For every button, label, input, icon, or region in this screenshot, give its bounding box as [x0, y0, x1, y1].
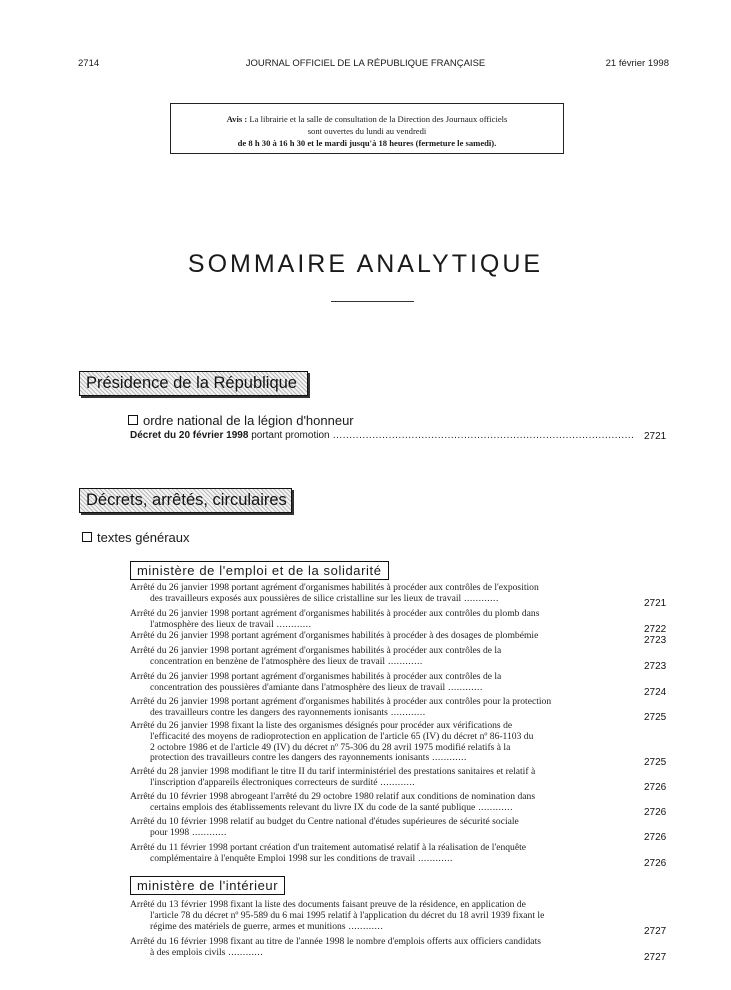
entry-page-number: 2726 [644, 857, 667, 869]
entry-line: Arrêté du 13 février 1998 fixant la liste des documents faisant preuve de la résidence, en application de [130, 899, 526, 910]
entry-line: des travailleurs contre les dangers des rayonnements ionisants ............ [150, 706, 426, 718]
leader-dots: ............ [377, 776, 416, 788]
list-item [130, 937, 617, 959]
entry-line: des travailleurs exposés aux poussières de silice cristalline sur les lieux de travail ............ [150, 592, 499, 604]
entry-line: l'efficacité des moyens de radioprotection en application de l'article 65 (IV) du décret nº 86-1103 du [150, 730, 534, 742]
entry-line: l'atmosphère des lieux de travail ............ [150, 618, 312, 630]
entry-line: Arrêté du 26 janvier 1998 portant agrément d'organismes habilités à procéder aux contrôles pour la protection [130, 696, 552, 707]
notice-box [170, 103, 564, 154]
list-item [130, 843, 617, 865]
entry-page-number: 2725 [644, 711, 667, 723]
ministry-emploi: ministère de l'emploi et de la solidarité [130, 561, 389, 580]
entry-page-number: 2727 [644, 925, 667, 937]
section-decrets: Décrets, arrêtés, circulaires [79, 488, 292, 513]
entry-line: Arrêté du 26 janvier 1998 portant agrément d'organismes habilités à procéder à des dosages de plombémie [130, 630, 539, 641]
list-item [130, 767, 617, 789]
leader-dots: ............ [475, 801, 513, 813]
entry-line: protection des travailleurs contre les dangers des rayonnements ionisants ............ [150, 752, 467, 764]
decree-text: portant promotion [251, 430, 330, 441]
decree-entry [130, 430, 670, 441]
list-item [130, 900, 617, 932]
leader-dots: ............ [445, 681, 483, 693]
entry-page-number: 2724 [644, 686, 667, 698]
leader-dots: ............ [225, 946, 264, 958]
entry-page-number: 2722 [644, 623, 667, 635]
list-item [130, 646, 617, 668]
subsection-legion-honneur [128, 413, 354, 428]
entry-line: concentration en benzène de l'atmosphère des lieux de travail ............ [150, 655, 423, 667]
leader-dots: ............ [429, 752, 467, 764]
page-number: 2714 [78, 58, 100, 69]
entry-line: Arrêté du 11 février 1998 portant création d'un traitement automatisé relatif à la réalisation de l'enquête [130, 842, 527, 853]
page-title: SOMMAIRE ANALYTIQUE [187, 250, 544, 278]
entry-line: l'article 78 du décret nº 95-589 du 6 mai 1995 relatif à l'application du décret du 18 avril 1939 fixant le [150, 909, 545, 921]
leader-dots: ............ [345, 920, 384, 932]
entry-line: à des emplois civils ............ [150, 946, 264, 958]
entry-page-number: 2727 [644, 951, 667, 963]
notice-line-1: La librairie et la salle de consultation de la Direction des Journaux officiels [249, 114, 508, 124]
list-item [130, 672, 617, 694]
ministry-interieur: ministère de l'intérieur [130, 876, 285, 895]
entry-line: Arrêté du 26 janvier 1998 portant agrément d'organismes habilités à procéder aux contrôles de la [130, 671, 502, 682]
entry-page-number: 2723 [644, 660, 667, 672]
entry-line: Arrêté du 26 janvier 1998 portant agrément d'organismes habilités à procéder aux contrôles du plomb dans [130, 608, 540, 619]
entry-line: Arrêté du 10 février 1998 relatif au budget du Centre national d'études supérieures de sécurité sociale [130, 816, 519, 827]
list-item [130, 721, 617, 764]
entry-page-number: 2725 [644, 757, 667, 769]
entry-line: Arrêté du 26 janvier 1998 portant agrément d'organismes habilités à procéder aux contrôles de la [130, 645, 502, 656]
entry-page-number: 2726 [644, 781, 667, 793]
leader-dots: ............ [387, 706, 426, 718]
leader-dots: ............ [189, 826, 227, 838]
leader-dots: ............ [385, 655, 423, 667]
entry-page-number: 2721 [644, 597, 667, 609]
entry-page-number: 2726 [644, 831, 667, 843]
subsection-label: textes généraux [97, 530, 190, 545]
list-item [130, 792, 617, 814]
title-divider [331, 301, 414, 302]
leader-dots: ............ [415, 852, 453, 864]
decree-page: 2721 [644, 431, 667, 442]
list-item [130, 583, 617, 605]
subsection-label: ordre national de la légion d'honneur [143, 413, 354, 428]
entry-page-number: 2723 [644, 635, 667, 646]
entry-line: Arrêté du 16 février 1998 fixant au titre de l'année 1998 le nombre d'emplois offerts aux officiers candidats [130, 936, 541, 947]
list-item [130, 817, 617, 839]
checkbox-square-icon [128, 415, 138, 425]
notice-line-2: sont ouvertes du lundi au vendredi [307, 126, 427, 136]
list-item [130, 631, 617, 642]
entry-page-number: 2726 [644, 806, 667, 818]
notice-label: Avis : [226, 114, 248, 124]
notice-line-3: de 8 h 30 à 16 h 30 et le mardi jusqu'à 18 heures (fermeture le samedi). [237, 138, 497, 148]
leader-dots: ............................................................................................ [329, 430, 635, 441]
section-presidence: Présidence de la République [79, 371, 308, 396]
journal-title: JOURNAL OFFICIEL DE LA RÉPUBLIQUE FRANÇAISE [245, 58, 486, 69]
entry-line: Arrêté du 26 janvier 1998 fixant la liste des organismes désignés pour procéder aux vérifications de [130, 720, 513, 731]
entry-line: concentration des poussières d'amiante dans l'atmosphère des lieux de travail ............ [150, 681, 483, 693]
issue-date: 21 février 1998 [605, 58, 669, 69]
entry-line: l'inscription d'appareils électroniques correcteurs de surdité ............ [150, 776, 416, 788]
entry-line: régime des matériels de guerre, armes et munitions ............ [150, 920, 384, 932]
leader-dots: ............ [461, 592, 499, 604]
checkbox-square-icon [82, 532, 92, 542]
entry-line: Arrêté du 10 février 1998 abrogeant l'arrêté du 29 octobre 1980 relatif aux conditions de nomination dans [130, 791, 536, 802]
entry-line: certains emplois des établissements relevant du livre IX du code de la santé publique ............ [150, 801, 513, 813]
list-item [130, 609, 617, 631]
entry-line: Arrêté du 28 janvier 1998 modifiant le titre II du tarif interministériel des prestations sanitaires et relatif à [130, 766, 536, 777]
entry-line: complémentaire à l'enquête Emploi 1998 sur les conditions de travail ............ [150, 852, 453, 864]
entry-line: Arrêté du 26 janvier 1998 portant agrément d'organismes habilités à procéder aux contrôles de l'exposition [130, 582, 539, 593]
decree-date: Décret du 20 février 1998 [130, 430, 249, 441]
entry-line: 2 octobre 1986 et de l'article 49 (IV) du décret nº 75-306 du 28 avril 1975 modifié relatifs à la [150, 741, 511, 753]
subsection-textes-generaux [82, 530, 190, 545]
leader-dots: ............ [273, 618, 312, 630]
list-item [130, 697, 617, 719]
entry-line: pour 1998 ............ [150, 826, 227, 838]
